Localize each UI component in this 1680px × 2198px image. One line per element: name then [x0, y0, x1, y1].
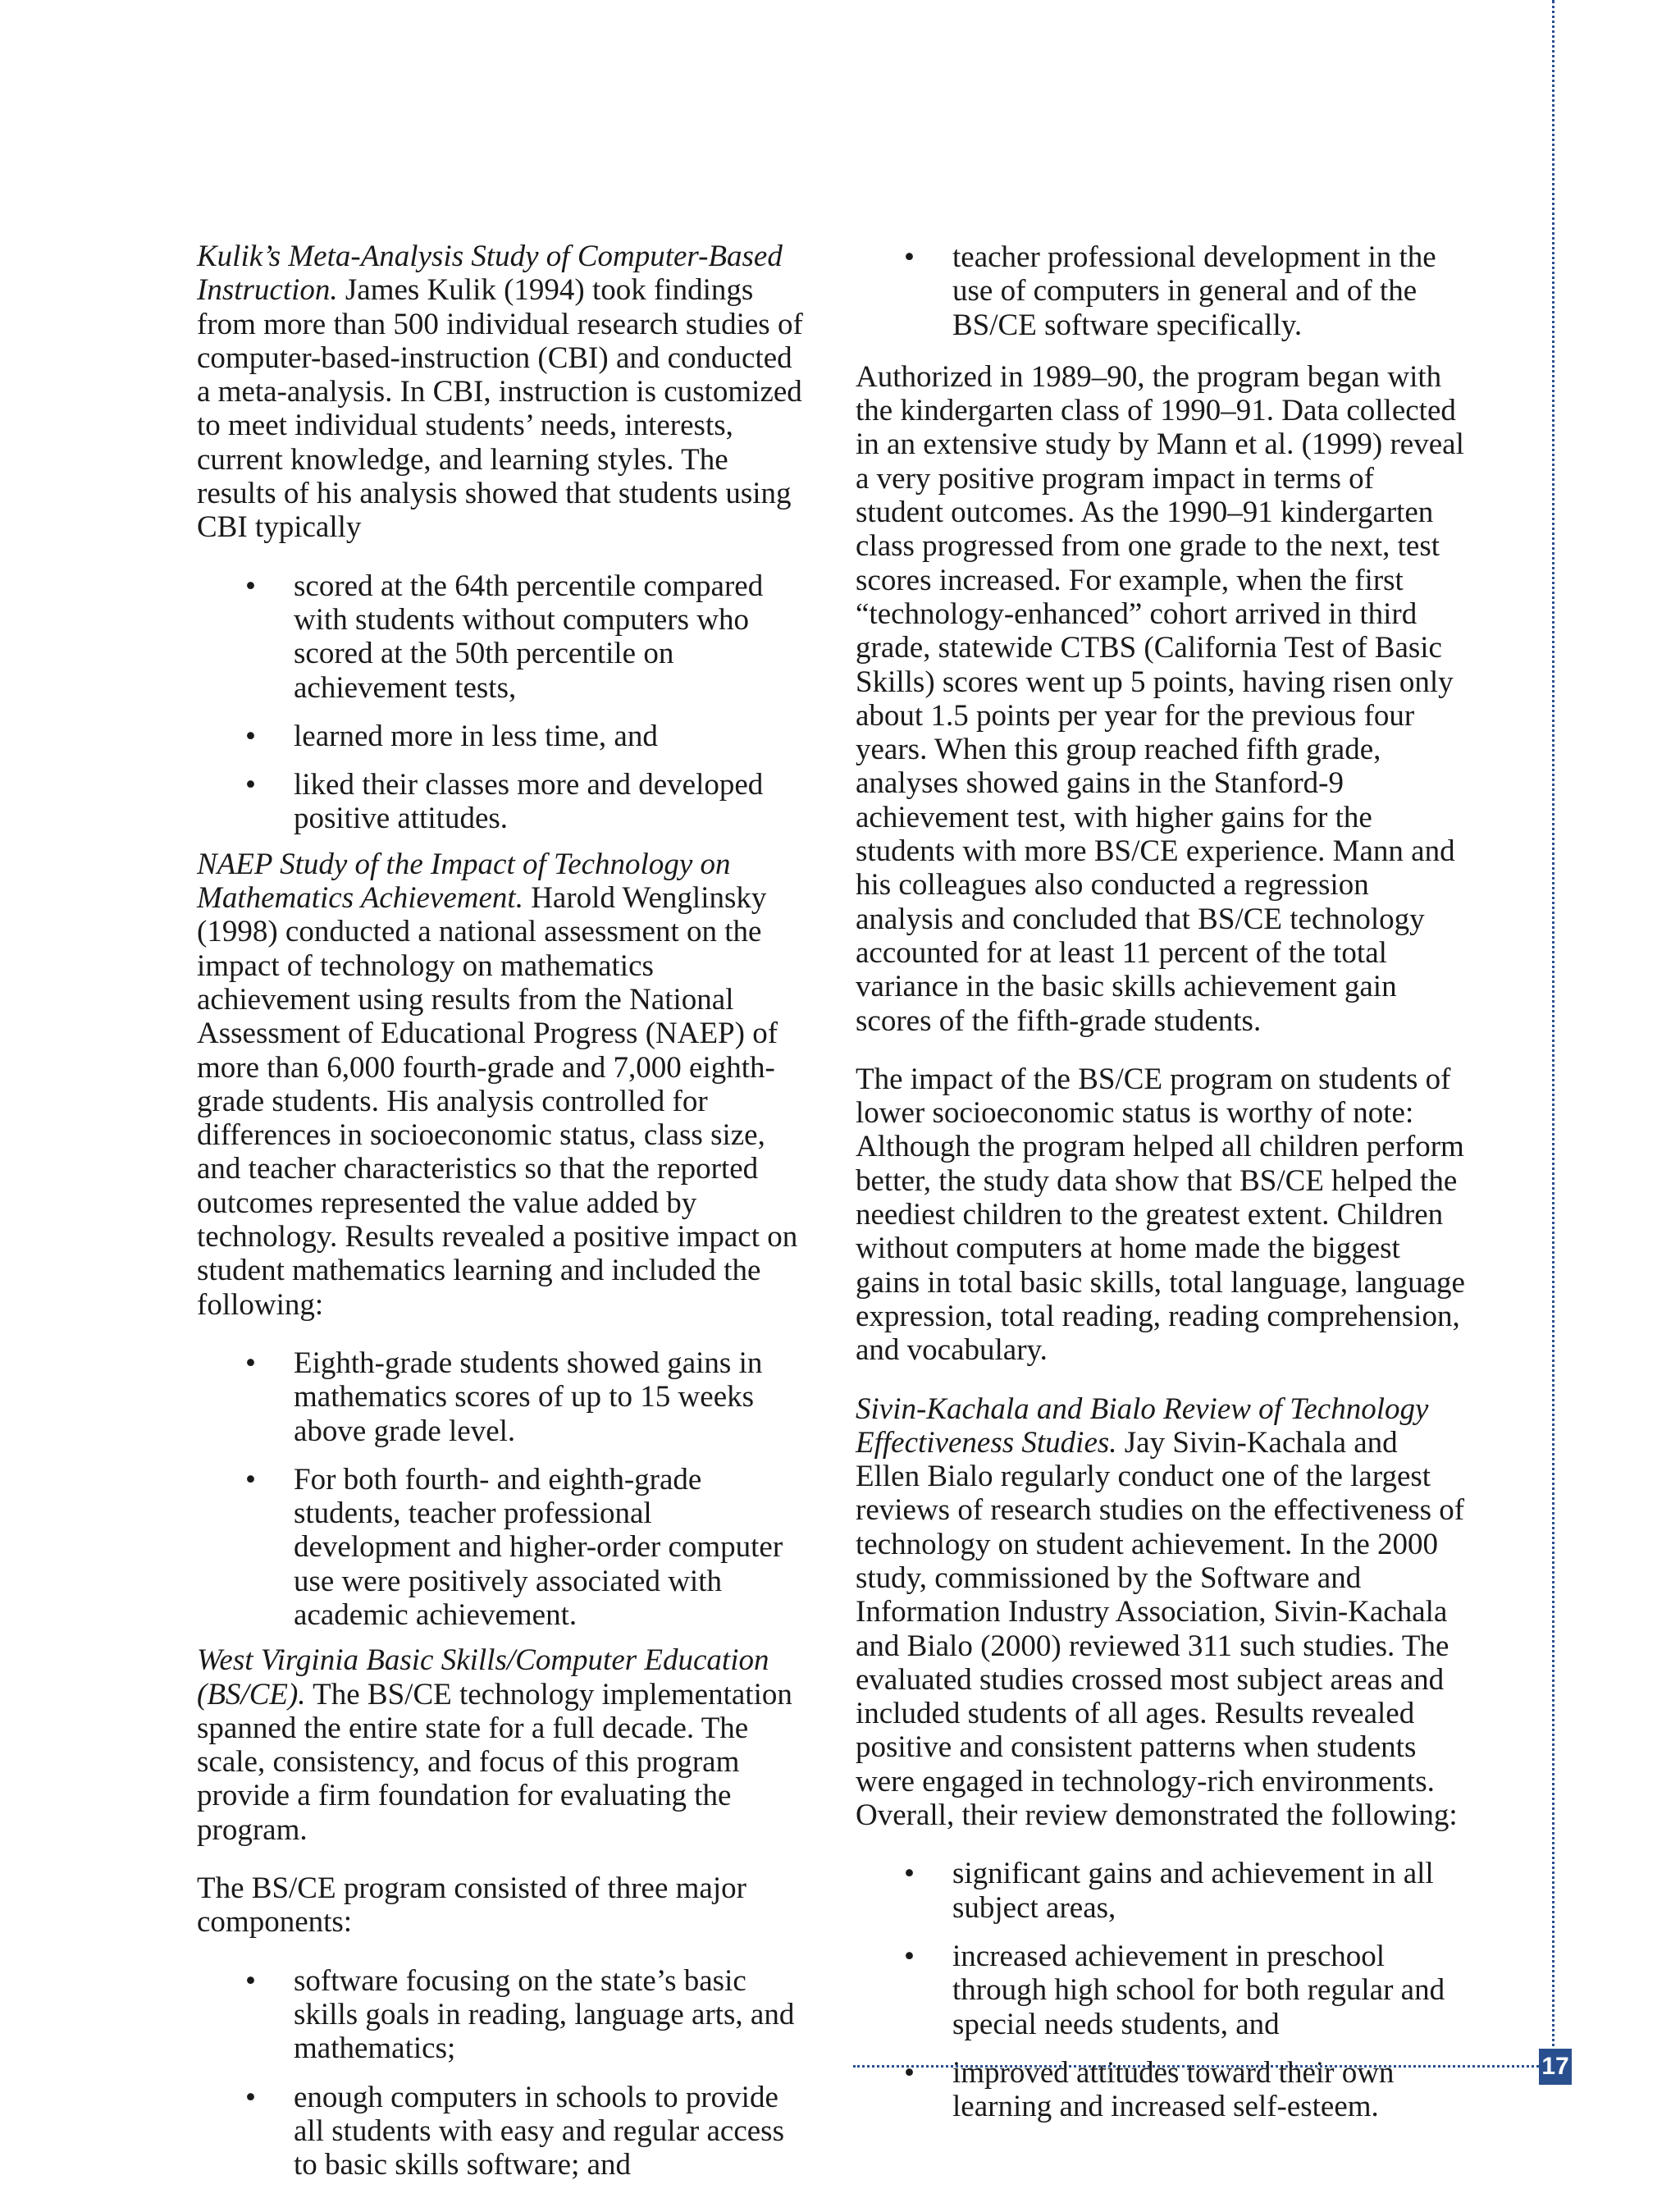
list-item: • increased achievement in preschool through high school for both regular and special needs students, and — [856, 1940, 1467, 2041]
list-item: • software focusing on the state’s basic skills goals in reading, language arts, and mathematics; — [197, 1964, 808, 2066]
bsce-components-list-continued — [856, 240, 1467, 342]
bsce-components-intro: The BS/CE program consisted of three major components: — [197, 1871, 746, 1940]
bsce-outcomes-paragraph: Authorized in 1989–90, the program began with the kindergarten class of 1990–91. Data collected in an extensive study by Mann et al. (1999) reveal a very positive program impact in terms of student outcomes. As the 1990–91 kindergarten class progressed from one grade to the next, test scores increased. For example, when the first “technology-enhanced” cohort arrived in third grade, statewide CTBS (California Test of Basic Skills) scores went up 5 points, having risen only about 1.5 points per year for the previous four years. When this group reached fifth grade, analyses showed gains in the Stanford-9 achievement test, with higher gains for the students with more BS/CE experience. Mann and his colleagues also conducted a regression analysis and concluded that BS/CE technology accounted for at least 11 percent of the total variance in the basic skills achievement gain scores of the fifth-grade students. — [856, 359, 1464, 1038]
naep-heading: NAEP Study of the Impact of Technology on Mathematics Achievement. — [197, 847, 731, 916]
naep-results-list — [197, 1346, 808, 1632]
list-item: • scored at the 64th percentile compared with students without computers who scored at the 50th percentile on achievement tests, — [197, 569, 808, 705]
bsce-body: The BS/CE technology implementation spanned the entire state for a full decade. The scale, consistency, and focus of this program provide a firm foundation for evaluating the program. — [197, 1677, 792, 1847]
kulik-body: James Kulik (1994) took findings from more than 500 individual research studies of computer-based-instruction (CBI) and conducted a meta-analysis. In CBI, instruction is customized to meet individual students’ needs, interests, current knowledge, and learning styles. The results of his analysis showed that students using CBI typically — [197, 273, 803, 545]
left-column — [197, 240, 808, 2198]
list-item: • teacher professional development in the use of computers in general and of the BS/CE software specifically. — [856, 240, 1467, 342]
kulik-heading: Kulik’s Meta-Analysis Study of Computer-Based Instruction. — [197, 240, 783, 308]
naep-body: Harold Wenglinsky (1998) conducted a national assessment on the impact of technology on mathematics achievement using results from the National Assessment of Educational Progress (NAEP) of more than 6,000 fourth-grade and 7,000 eighth-grade students. His analysis controlled for differences in socioeconomic status, class size, and teacher characteristics so that the reported outcomes represented the value added by technology. Results revealed a positive impact on student mathematics learning and included the following: — [197, 881, 798, 1322]
bsce-components-list — [197, 1964, 808, 2182]
sivin-kachala-heading: Sivin-Kachala and Bialo Review of Technology Effectiveness Studies. — [856, 1391, 1429, 1460]
bsce-paragraph — [197, 1643, 808, 1847]
sivin-kachala-paragraph — [856, 1392, 1467, 1833]
page-edge-dotted-rule — [1552, 0, 1554, 2068]
kulik-results-list — [197, 569, 808, 836]
sivin-kachala-body: Jay Sivin-Kachala and Ellen Bialo regularly conduct one of the largest reviews of research studies on the effectiveness of technology on student achievement. In the 2000 study, commissioned by the Software and Information Industry Association, Sivin-Kachala and Bialo (2000) reviewed 311 such studies. The evaluated studies crossed most subject areas and included students of all ages. Results revealed positive and consistent patterns when students were engaged in technology-rich environments. Overall, their review demonstrated the following: — [856, 1425, 1465, 1833]
list-item: • improved attitudes toward their own learning and increased self-esteem. — [856, 2056, 1467, 2124]
list-item: • learned more in less time, and — [197, 720, 808, 753]
list-item: • significant gains and achievement in all subject areas, — [856, 1857, 1467, 1925]
list-item: • Eighth-grade students showed gains in mathematics scores of up to 15 weeks above grade level. — [197, 1346, 808, 1448]
naep-paragraph — [197, 848, 808, 1322]
kulik-paragraph — [197, 240, 808, 545]
sivin-kachala-results-list — [856, 1857, 1467, 2123]
page-number: 17 — [1539, 2049, 1572, 2085]
list-item: • liked their classes more and developed positive attitudes. — [197, 768, 808, 836]
right-column — [856, 240, 1467, 2140]
list-item: • For both fourth- and eighth-grade students, teacher professional development and higher-order computer use were positively associated with academic achievement. — [197, 1463, 808, 1632]
list-item: • enough computers in schools to provide all students with easy and regular access to basic skills software; and — [197, 2081, 808, 2182]
bsce-ses-paragraph: The impact of the BS/CE program on students of lower socioeconomic status is worthy of note: Although the program helped all children perform better, the study data show that BS/CE helped the neediest children to the greatest extent. Children without computers at home made the biggest gains in total basic skills, total language, language expression, total reading, reading comprehension, and vocabulary. — [856, 1062, 1465, 1368]
bsce-heading: West Virginia Basic Skills/Computer Education (BS/CE). — [197, 1643, 769, 1711]
